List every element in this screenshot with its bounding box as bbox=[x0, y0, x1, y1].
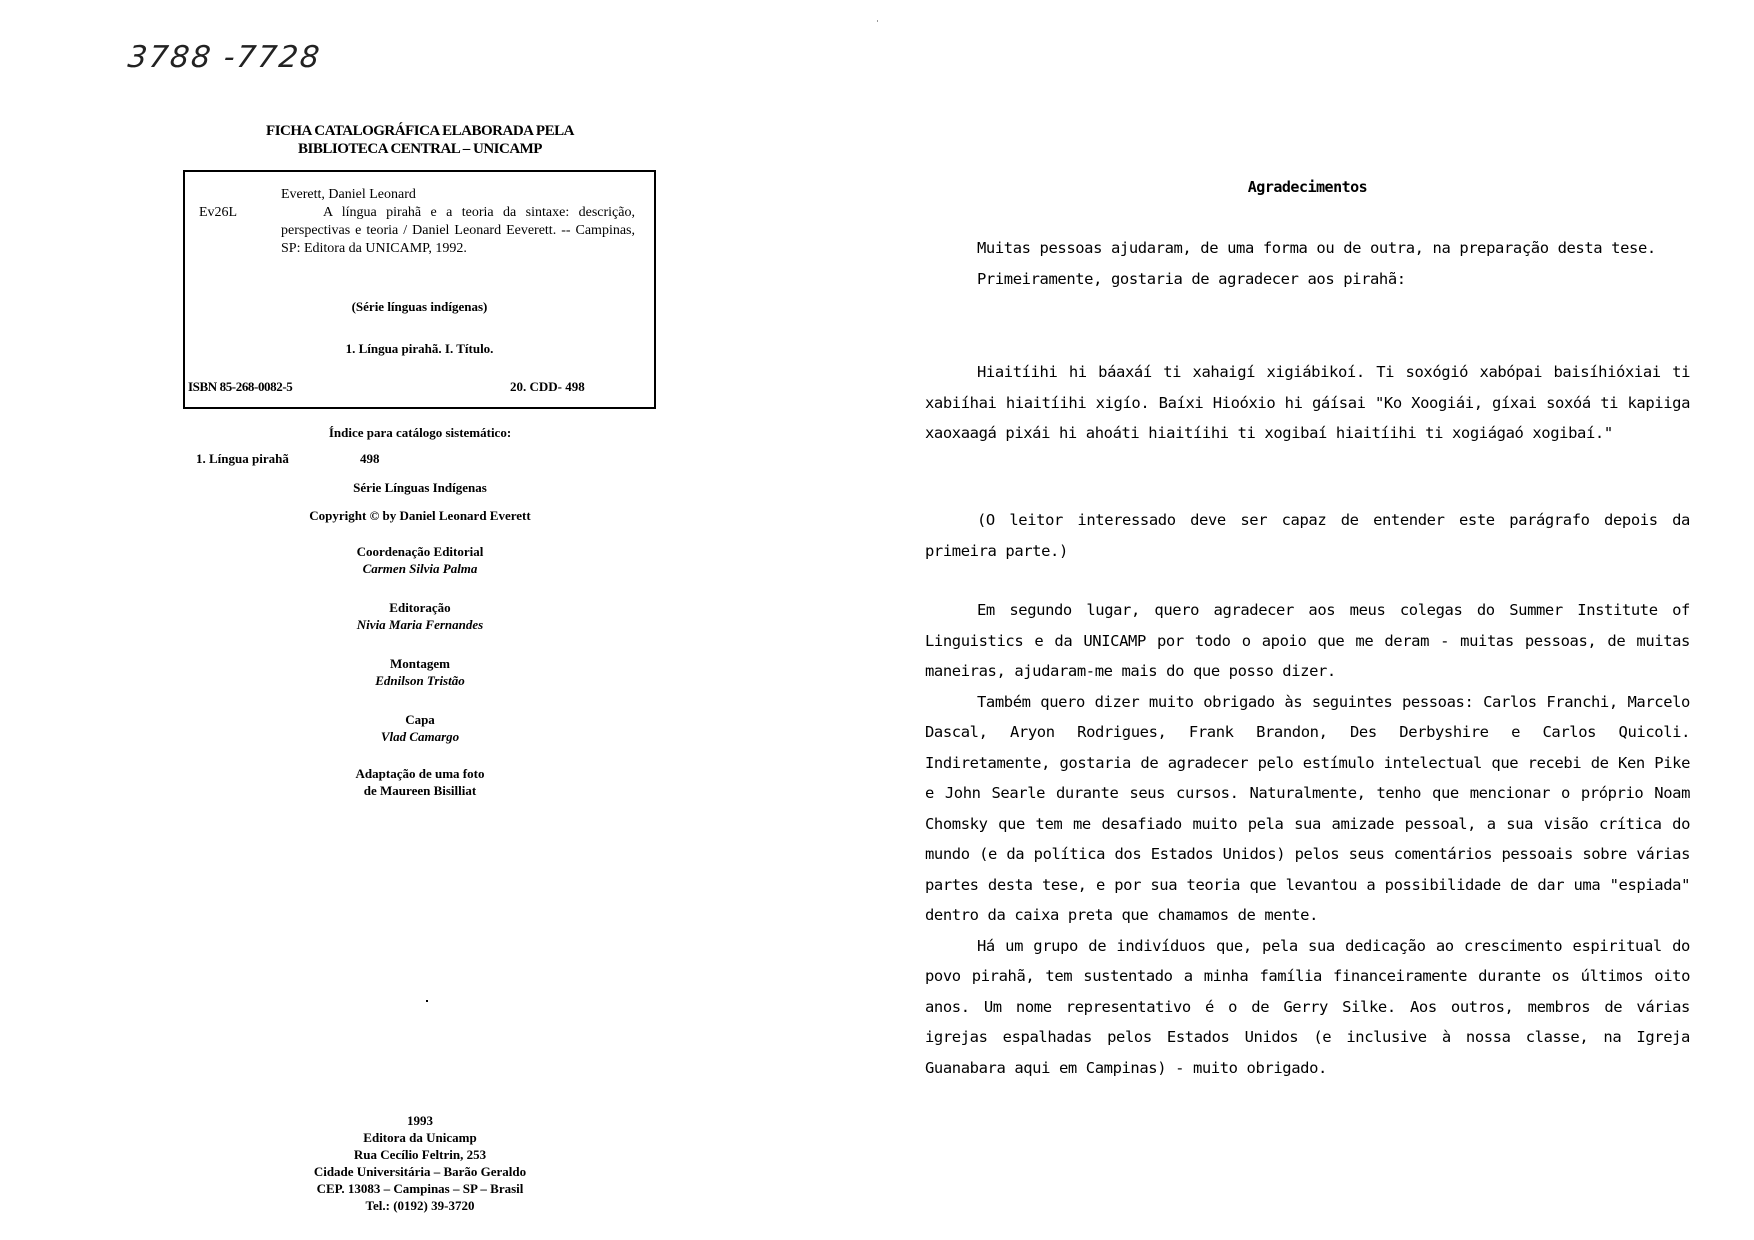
credit-block bbox=[180, 599, 660, 633]
index-number: 498 bbox=[360, 451, 380, 466]
credit-block bbox=[180, 765, 660, 799]
card-description bbox=[281, 204, 635, 258]
card-call-code: Ev26L bbox=[199, 205, 238, 220]
paragraph: Muitas pessoas ajudaram, de uma forma ou de outra, na preparação desta tese. bbox=[977, 239, 1656, 257]
publisher-name: Editora da Unicamp bbox=[363, 1130, 477, 1145]
credit-role: Capa bbox=[405, 712, 435, 727]
card-cdd: 20. CDD- 498 bbox=[510, 379, 585, 394]
page-gutter-mark bbox=[877, 20, 878, 22]
catalog-header-line: FICHA CATALOGRÁFICA ELABORADA PELA bbox=[266, 123, 574, 139]
card-author: Everett, Daniel Leonard bbox=[281, 187, 416, 202]
credit-name: Ednilson Tristão bbox=[375, 673, 465, 688]
credit-name: Vlad Camargo bbox=[380, 729, 460, 744]
publisher-street: Rua Cecílio Feltrin, 253 bbox=[353, 1147, 487, 1162]
thanks-paragraphs bbox=[925, 595, 1690, 1083]
card-series: (Série línguas indígenas) bbox=[351, 299, 488, 314]
paragraph: Também quero dizer muito obrigado às seguintes pessoas: Carlos Franchi, Marcelo Dascal, Aryon Rodrigues, Frank Brandon, Des Derbyshire e Carlos Quicoli. Indiretamente, gostaria de agradecer pelo estímulo intelectual que recebi de Ken Pike e John Searle durante seus cursos. Naturalmente, tenho que mencionar o próprio Noam Chomsky que tem me desafiado muito pela sua amizade pessoal, a sua visão crítica do mundo (e da política dos Estados Unidos) pelos seus comentários pessoais sobre várias partes desta tese, e por sua teoria que levantou a possibilidade de dar uma "espiada" dentro da caixa preta que chamamos de mente. bbox=[925, 692, 1690, 924]
credit-role: Editoração bbox=[389, 600, 451, 615]
publisher-district: Cidade Universitária – Barão Geraldo bbox=[313, 1164, 527, 1179]
catalog-card bbox=[183, 170, 656, 409]
paragraph: (O leitor interessado deve ser capaz de entender este parágrafo depois da primeira parte.) bbox=[925, 511, 1690, 560]
paragraph: Primeiramente, gostaria de agradecer aos pirahã: bbox=[977, 269, 1406, 288]
copyright-line: Copyright © by Daniel Leonard Everett bbox=[309, 508, 531, 523]
credit-block bbox=[180, 655, 660, 689]
paragraph: Em segundo lugar, quero agradecer aos meus colegas do Summer Institute of Linguistics e da UNICAMP por todo o apoio que me deram - muitas pessoas, de muitas maneiras, ajudaram-me mais do que posso dizer. bbox=[925, 601, 1690, 680]
credit-name: Carmen Silvia Palma bbox=[362, 561, 478, 576]
handwritten-call-number: 3788 -7728 bbox=[126, 40, 323, 75]
card-isbn: ISBN 85-268-0082-5 bbox=[188, 379, 293, 394]
catalog-header-line: BIBLIOTECA CENTRAL – UNICAMP bbox=[298, 141, 542, 157]
reader-note bbox=[925, 505, 1690, 566]
index-title: Índice para catálogo sistemático: bbox=[328, 425, 512, 440]
credit-role: Coordenação Editorial bbox=[356, 544, 484, 559]
credit-role: Adaptação de uma foto bbox=[355, 766, 485, 781]
card-subject: 1. Língua pirahã. I. Título. bbox=[345, 341, 494, 356]
piraha-quote bbox=[925, 357, 1690, 449]
card-description-text: A língua pirahã e a teoria da sintaxe: descrição, perspectivas e teoria / Daniel Leonard Eeverett. -- Campinas, SP: Editora da UNICAMP, 1992. bbox=[281, 205, 635, 256]
credit-name: de Maureen Bisilliat bbox=[363, 783, 477, 798]
index-item: 1. Língua pirahã bbox=[196, 451, 289, 466]
paragraph: Há um grupo de indivíduos que, pela sua dedicação ao crescimento espiritual do povo pirahã, tem sustentado a minha família financeiramente durante os últimos oito anos. Um nome representativo é o de Gerry Silke. Aos outros, membros de várias igrejas espalhadas pelos Estados Unidos (e inclusive à nossa classe, na Igreja Guanabara aqui em Campinas) - muito obrigado. bbox=[925, 936, 1690, 1077]
page-title: Agradecimentos bbox=[1247, 178, 1368, 196]
publisher-phone: Tel.: (0192) 39-3720 bbox=[365, 1198, 475, 1213]
credit-block bbox=[180, 711, 660, 745]
publisher-year: 1993 bbox=[407, 1113, 433, 1128]
intro-paragraphs bbox=[925, 233, 1690, 294]
credit-name: Nivia Maria Fernandes bbox=[356, 617, 484, 632]
credit-role: Montagem bbox=[390, 656, 450, 671]
publisher-postcode: CEP. 13083 – Campinas – SP – Brasil bbox=[316, 1181, 524, 1196]
series-line: Série Línguas Indígenas bbox=[353, 480, 487, 495]
publisher-block bbox=[180, 1112, 660, 1214]
credit-block bbox=[180, 543, 660, 577]
scan-speck bbox=[426, 1000, 428, 1002]
catalog-card-header bbox=[180, 122, 660, 158]
paragraph: Hiaitíihi hi báaxáí ti xahaigí xigiábikoí. Ti soxógió xabópai baisíhióxiai ti xabiíhai hiaitíihi xigío. Baíxi Hioóxio hi gáísai "Ko Xoogiái, gíxai soxóá ti kapiiga xaoxaagá pixái hi ahoáti hiaitíihi ti xogibaí hiaitíihi ti xogiágaó xogibaí." bbox=[925, 363, 1690, 442]
